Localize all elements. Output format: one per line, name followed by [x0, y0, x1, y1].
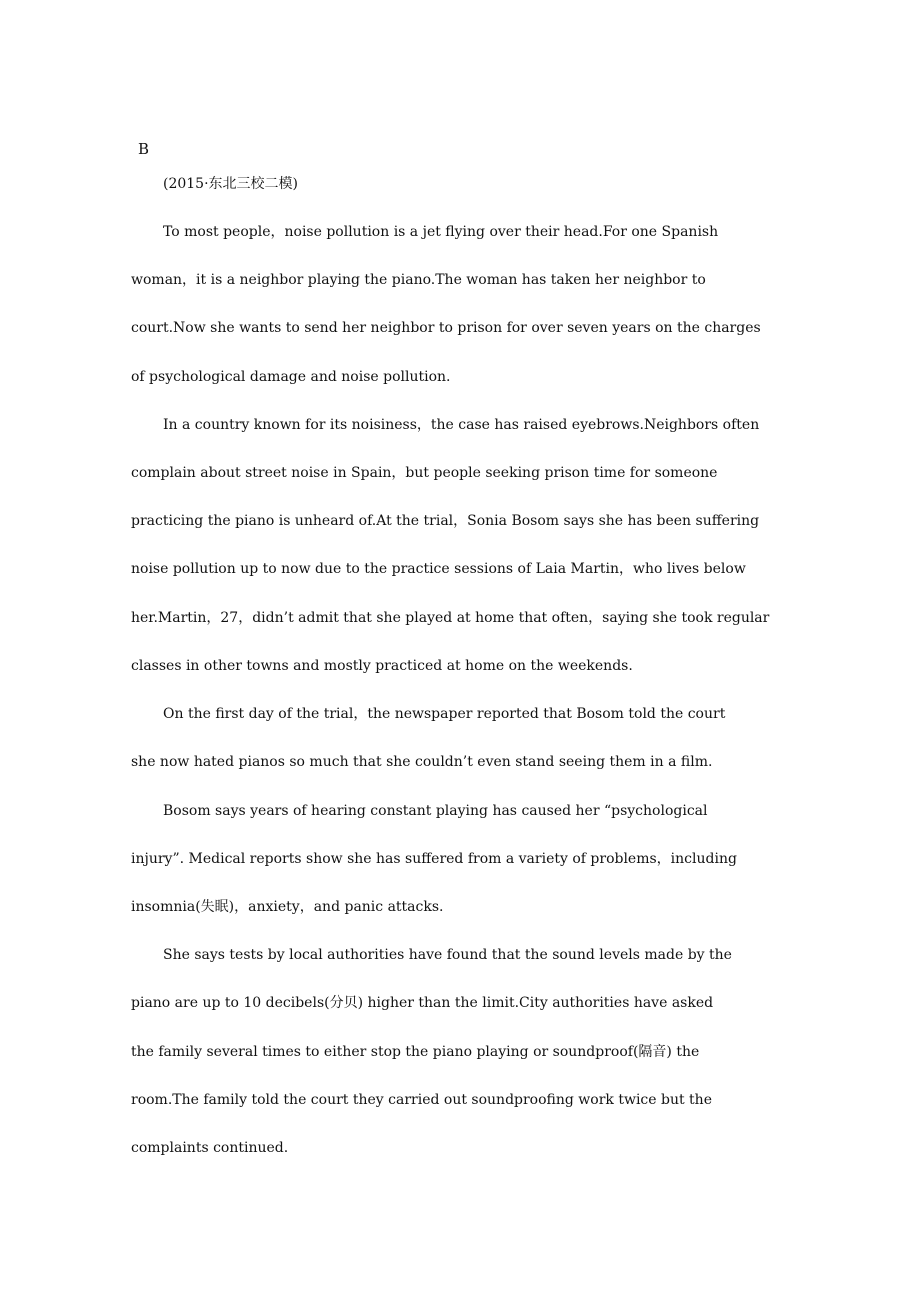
text-line: injury”. Medical reports show she has suffered from a variety of problems，including: [131, 851, 737, 867]
text-line: her.Martin，27，didn’t admit that she played at home that often，saying she took regular: [131, 610, 770, 626]
text-line: complaints continued.: [131, 1140, 289, 1156]
text-line: Bosom says years of hearing constant playing has caused her “psychological: [163, 803, 708, 819]
text-line: woman，it is a neighbor playing the piano.The woman has taken her neighbor to: [131, 272, 706, 288]
text-line: she now hated pianos so much that she couldn’t even stand seeing them in a film.: [131, 754, 713, 770]
text-line: the family several times to either stop the piano playing or soundproof(隔音) the: [131, 1044, 700, 1060]
text-line: piano are up to 10 decibels(分贝) higher than the limit.City authorities have asked: [131, 995, 714, 1011]
text-line: classes in other towns and mostly practiced at home on the weekends.: [131, 658, 633, 674]
text-line: court.Now she wants to send her neighbor to prison for over seven years on the charges: [131, 320, 761, 336]
section-letter: B: [138, 140, 150, 158]
text-line: To most people，noise pollution is a jet flying over their head.For one Spanish: [163, 224, 719, 240]
text-line: of psychological damage and noise pollution.: [131, 369, 451, 385]
text-line: On the first day of the trial，the newspaper reported that Bosom told the court: [163, 706, 726, 722]
text-line: complain about street noise in Spain，but people seeking prison time for someone: [131, 465, 718, 481]
text-line: practicing the piano is unheard of.At the trial，Sonia Bosom says she has been suffering: [131, 513, 760, 529]
text-line: room.The family told the court they carried out soundproofing work twice but the: [131, 1092, 712, 1108]
text-line: In a country known for its noisiness，the case has raised eyebrows.Neighbors often: [163, 417, 760, 433]
text-line: insomnia(失眠)，anxiety，and panic attacks.: [131, 899, 444, 915]
source-citation: (2015·东北三校二模): [163, 176, 299, 192]
text-line: She says tests by local authorities have found that the sound levels made by the: [163, 947, 732, 963]
text-line: noise pollution up to now due to the practice sessions of Laia Martin，who lives below: [131, 561, 746, 577]
